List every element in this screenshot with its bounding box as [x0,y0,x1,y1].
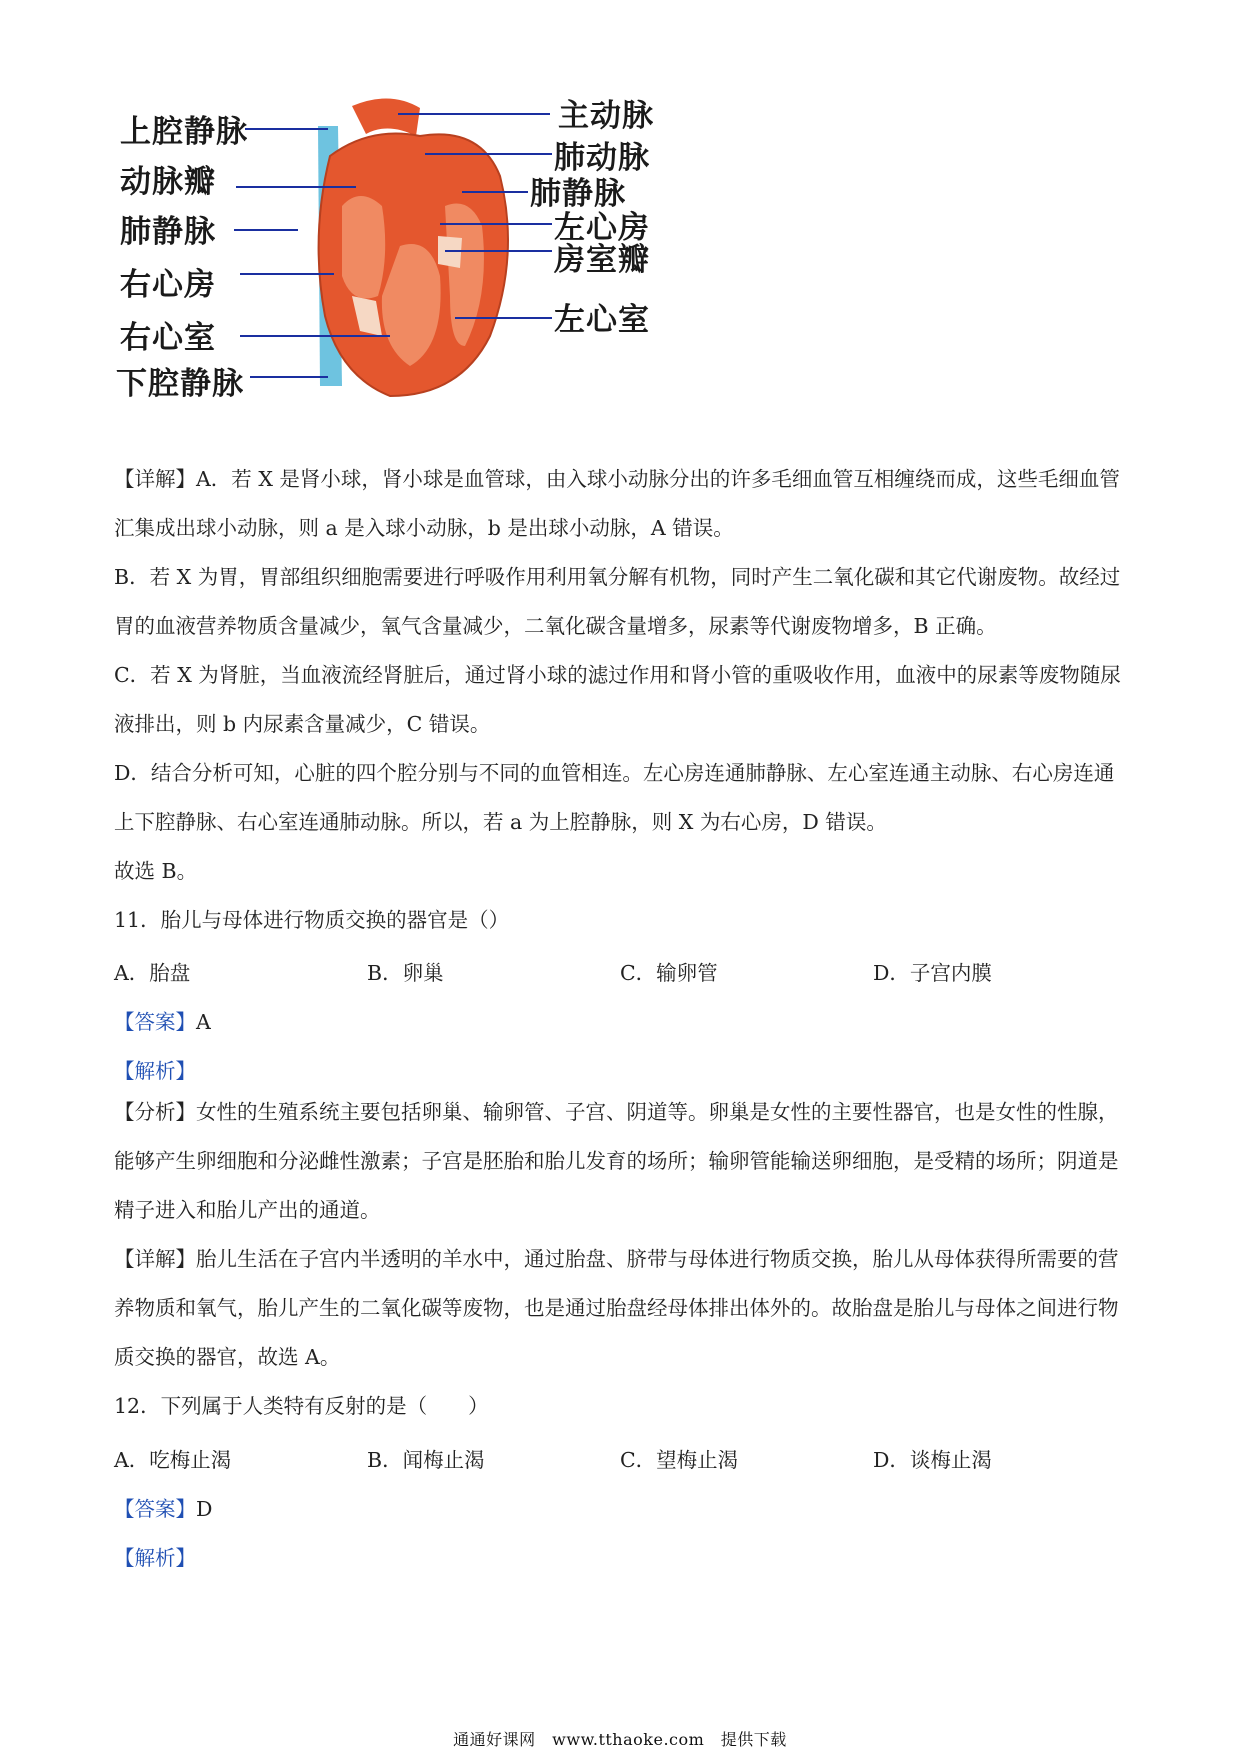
label-pulmonary-vein-left: 肺静脉 [120,214,216,250]
label-aorta: 主动脉 [558,98,654,134]
q10-detail [114,455,1134,896]
q12-option-c: C．望梅止渴 [620,1448,739,1472]
q12-option-b: B．闻梅止渴 [367,1448,485,1472]
answer-value: A [196,1010,211,1034]
q11-analysis-text: 【分析】女性的生殖系统主要包括卵巢、输卵管、子宫、阴道等。卵巢是女性的主要性器官，也是女性的性腺，能够产生卵细胞和分泌雌性激素；子宫是胚胎和胎儿发育的场所；输卵管能输送卵细胞，是受精的场所；阴道是精子进入和胎儿产出的通道。 [114,1100,1119,1222]
q11-option-d: D．子宫内膜 [873,961,992,985]
label-left-atrium: 左心房 [554,210,650,246]
q10-detail-c: C．若 X 为肾脏，当血液流经肾脏后，通过肾小球的滤过作用和肾小管的重吸收作用，血液中的尿素等废物随尿液排出，则 b 内尿素含量减少，C 错误。 [114,663,1121,736]
label-right-ventricle: 右心室 [120,320,216,356]
page-footer: 通通好课网 www.tthaoke.com 提供下载 [453,1730,787,1749]
label-inferior-vena-cava: 下腔静脉 [116,366,244,402]
q12-answer [114,1492,212,1522]
q10-conclusion: 故选 B。 [114,859,198,883]
q11-answer [114,1005,211,1035]
q12-option-a: A．吃梅止渴 [114,1448,232,1472]
q11-option-b: B．卵巢 [367,961,444,985]
q10-detail-d: D．结合分析可知，心脏的四个腔分别与不同的血管相连。左心房连通肺静脉、左心室连通主动脉、右心房连通上下腔静脉、右心室连通肺动脉。所以，若 a 为上腔静脉，则 X 为右心房，D 错误。 [114,761,1115,834]
label-pulmonary-vein-right: 肺静脉 [530,176,626,212]
q11-stem [114,896,1134,945]
q11-stem-text: 11．胎儿与母体进行物质交换的器官是（） [114,908,510,932]
label-right-atrium: 右心房 [120,267,216,303]
q12-stem-text: 12．下列属于人类特有反射的是（ ） [114,1394,489,1418]
answer-tag: 【答案】 [114,1497,196,1521]
q12-analysis-tag: 【解析】 [114,1546,196,1570]
q11-analysis-tag: 【解析】 [114,1059,196,1083]
label-atrioventricular-valve: 房室瓣 [554,242,650,278]
q12-option-d: D．谈梅止渴 [873,1448,992,1472]
label-left-ventricle: 左心室 [554,302,650,338]
q11-analysis [114,1088,1134,1382]
q10-detail-a: 【详解】A．若 X 是肾小球，肾小球是血管球，由入球小动脉分出的许多毛细血管互相缠绕而成，这些毛细血管汇集成出球小动脉，则 a 是入球小动脉，b 是出球小动脉，A 错误。 [114,467,1120,540]
q10-detail-b: B．若 X 为胃，胃部组织细胞需要进行呼吸作用利用氧分解有机物，同时产生二氧化碳和其它代谢废物。故经过胃的血液营养物质含量减少，氧气含量减少，二氧化碳含量增多，尿素等代谢废物增多，B 正确。 [114,565,1121,638]
label-arterial-valve: 动脉瓣 [120,164,216,200]
answer-tag: 【答案】 [114,1010,196,1034]
heart-diagram [116,96,740,446]
answer-value: D [196,1497,213,1521]
label-pulmonary-artery: 肺动脉 [554,140,650,176]
q11-option-c: C．输卵管 [620,961,718,985]
label-superior-vena-cava: 上腔静脉 [120,114,248,150]
q11-detail-text: 【详解】胎儿生活在子宫内半透明的羊水中，通过胎盘、脐带与母体进行物质交换，胎儿从母体获得所需要的营养物质和氧气，胎儿产生的二氧化碳等废物，也是通过胎盘经母体排出体外的。故胎盘是胎儿与母体之间进行物质交换的器官，故选 A。 [114,1247,1119,1369]
q11-option-a: A．胎盘 [114,961,191,985]
q12-stem [114,1382,1134,1431]
